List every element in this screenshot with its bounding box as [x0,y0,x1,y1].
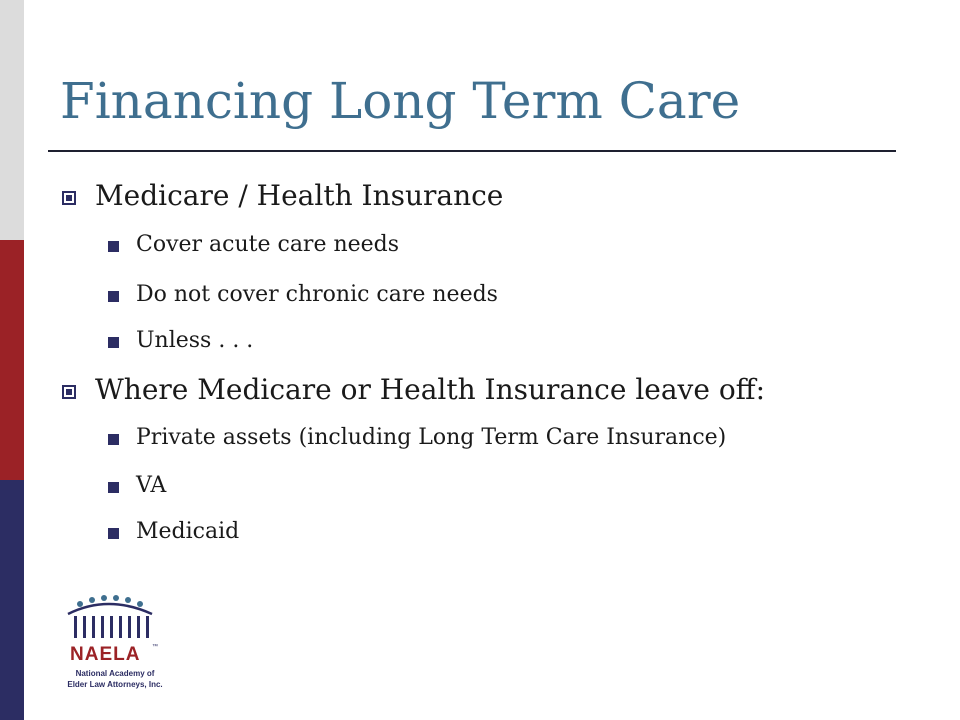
bullet-text: Private assets (including Long Term Care Insurance) [136,425,727,450]
square-bullet-icon [108,434,119,445]
naela-logo [60,592,175,702]
square-bullet-icon [108,241,119,252]
square-bullet-icon [108,482,119,493]
left-stripe-blue [0,480,24,720]
bullet-text: Do not cover chronic care needs [136,282,498,307]
left-stripe-red [0,240,24,480]
logo-subtitle-line1: National Academy of [75,669,155,678]
bullet-text: Medicaid [136,519,240,544]
bullet-text: VA [136,473,167,498]
bullet-text: Cover acute care needs [136,232,400,257]
bullet-text: Unless . . . [136,328,254,353]
logo-subtitle [60,668,170,690]
bullet-text: Medicare / Health Insurance [95,179,504,212]
slide-title: Financing Long Term Care [60,72,741,130]
logo-wordmark: NAELA [70,644,141,665]
square-bullet-icon [62,191,76,205]
logo-subtitle-line2: Elder Law Attorneys, Inc. [67,680,163,689]
title-divider [48,150,896,152]
left-stripe-grey [0,0,24,240]
columns-people-icon [60,592,175,644]
bullet-text: Where Medicare or Health Insurance leave off: [95,373,766,406]
square-bullet-icon [62,385,76,399]
logo-trademark: ™ [152,644,158,650]
square-bullet-icon [108,528,119,539]
square-bullet-icon [108,291,119,302]
square-bullet-icon [108,337,119,348]
